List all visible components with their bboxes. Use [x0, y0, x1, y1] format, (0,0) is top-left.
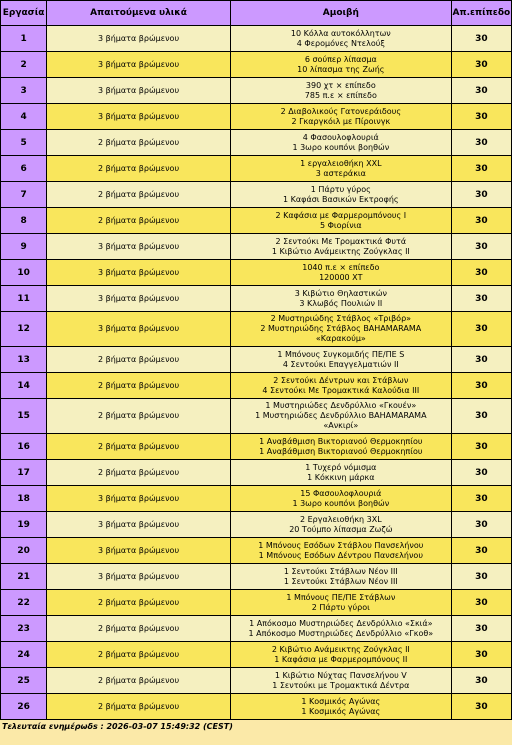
reward-line: 3 Κιβώτιο Θηλαστικών — [294, 288, 387, 298]
reward-cell — [231, 590, 451, 615]
level-cell: 30 — [452, 156, 511, 181]
reward-line: 1 Μπόνους ΠΕ/ΠΕ Στάβλων — [286, 592, 396, 602]
table-row — [1, 668, 511, 693]
level-cell: 30 — [452, 260, 511, 285]
level-cell: 30 — [452, 694, 511, 719]
table-row — [1, 52, 511, 77]
reward-line: 1 Αναβάθμιση Βικτοριανού Θερμοκηπίου — [259, 446, 423, 456]
reward-cell — [231, 156, 451, 181]
table-row — [1, 78, 511, 103]
reward-cell — [231, 312, 451, 346]
reward-line: 1 3ωρο κουπόνι βοηθών — [292, 498, 390, 508]
level-cell: 30 — [452, 104, 511, 129]
materials-cell: 3 βήματα βρώμενου — [47, 78, 230, 103]
task-number: 15 — [1, 399, 46, 433]
level-cell: 30 — [452, 564, 511, 589]
reward-line: 1 Μπόνους Συγκομιδής ΠΕ/ΠΕ S — [277, 349, 405, 359]
materials-cell: 3 βήματα βρώμενου — [47, 234, 230, 259]
level-cell: 30 — [452, 312, 511, 346]
task-number: 11 — [1, 286, 46, 311]
reward-line: 2 Εργαλειοθήκη 3XL — [299, 514, 382, 524]
reward-line: 390 χτ × επίπεδο — [305, 80, 376, 90]
reward-line: 5 Φιορίνια — [319, 220, 362, 230]
reward-line: 1 εργαλειοθήκη XXL — [300, 158, 382, 168]
level-cell: 30 — [452, 78, 511, 103]
reward-cell — [231, 78, 451, 103]
reward-line: 1 Κόκκινη μάρκα — [307, 472, 375, 482]
task-number: 5 — [1, 130, 46, 155]
reward-line: «Ανκιρί» — [323, 421, 359, 430]
table-row — [1, 156, 511, 181]
materials-cell: 2 βήματα βρώμενου — [47, 347, 230, 372]
table-row — [1, 130, 511, 155]
reward-line: 10 λίπασμα της Ζωής — [297, 64, 385, 74]
table-row — [1, 286, 511, 311]
level-cell: 30 — [452, 460, 511, 485]
reward-line: 4 Φερομόνες Ντελούξ — [296, 38, 385, 48]
task-number: 4 — [1, 104, 46, 129]
materials-cell: 3 βήματα βρώμενου — [47, 52, 230, 77]
reward-cell — [231, 434, 451, 459]
reward-line: 1 Απόκοσμο Μυστηριώδες Δενδρύλλιο «Γκοθ» — [248, 628, 434, 638]
reward-line: 4 Φασουλοφλουριά — [302, 132, 379, 142]
reward-line: 1 Πάρτυ γύρος — [310, 184, 371, 194]
reward-line: 1 Κιβώτιο Νύχτας Πανσελήνου V — [274, 670, 407, 680]
reward-line: 1 Σεντούκι Στάβλων Νέον III — [283, 566, 398, 576]
materials-cell: 3 βήματα βρώμενου — [47, 26, 230, 51]
reward-line: 2 Γκαργκόιλ με Πίροινγκ — [291, 116, 391, 126]
reward-cell — [231, 538, 451, 563]
reward-line: 1 Τυχερό νόμισμα — [305, 462, 377, 472]
reward-cell — [231, 182, 451, 207]
table-row — [1, 399, 511, 433]
level-cell: 30 — [452, 373, 511, 398]
task-number: 8 — [1, 208, 46, 233]
task-number: 6 — [1, 156, 46, 181]
table-row — [1, 208, 511, 233]
materials-cell: 2 βήματα βρώμενου — [47, 130, 230, 155]
task-number: 16 — [1, 434, 46, 459]
reward-line: 6 σούπερ λίπασμα — [304, 54, 377, 64]
task-number: 2 — [1, 52, 46, 77]
reward-line: 2 Σεντούκι Με Τρομακτικά Φυτά — [275, 236, 407, 246]
reward-line: 120000 ΧΤ — [319, 272, 363, 282]
last-updated: Τελευταία ενημέρωδs : 2026-03-07 15:49:32 (CEST) — [2, 722, 233, 731]
reward-line: 1 Μπόνους Εσόδων Δέντρου Πανσελήνου — [258, 550, 423, 560]
reward-cell — [231, 347, 451, 372]
table-row — [1, 538, 511, 563]
materials-cell: 2 βήματα βρώμενου — [47, 208, 230, 233]
table-row — [1, 104, 511, 129]
level-cell: 30 — [452, 286, 511, 311]
reward-line: 1 Καφάσι Βασικών Εκτροφής — [283, 194, 399, 204]
reward-line: 2 Διαβολικούς Γατονεράιδους — [280, 106, 402, 116]
materials-cell: 2 βήματα βρώμενου — [47, 642, 230, 667]
reward-line: 1 Απόκοσμο Μυστηριώδες Δενδρύλλιο «Σκιά» — [249, 618, 433, 628]
materials-cell: 2 βήματα βρώμενου — [47, 590, 230, 615]
level-cell: 30 — [452, 399, 511, 433]
task-number: 18 — [1, 486, 46, 511]
reward-cell — [231, 512, 451, 537]
materials-cell: 3 βήματα βρώμενου — [47, 104, 230, 129]
task-number: 20 — [1, 538, 46, 563]
materials-cell: 3 βήματα βρώμενου — [47, 512, 230, 537]
table-row — [1, 460, 511, 485]
level-cell: 30 — [452, 486, 511, 511]
level-cell: 30 — [452, 130, 511, 155]
table-row — [1, 564, 511, 589]
task-number: 26 — [1, 694, 46, 719]
task-number: 7 — [1, 182, 46, 207]
materials-cell: 2 βήματα βρώμενου — [47, 373, 230, 398]
reward-line: 2 Μυστηριώδης Στάβλος BAHAMARAMA — [260, 324, 422, 333]
reward-line: 1 Σεντούκι με Τρομακτικά Δέντρα — [272, 680, 410, 690]
reward-cell — [231, 399, 451, 433]
reward-cell — [231, 208, 451, 233]
reward-line: 785 π.ε × επίπεδο — [304, 90, 377, 100]
task-number: 19 — [1, 512, 46, 537]
table-row — [1, 260, 511, 285]
level-cell: 30 — [452, 434, 511, 459]
reward-cell — [231, 668, 451, 693]
header-materials: Απαιτούμενα υλικά — [47, 1, 230, 25]
reward-line: 3 αστεράκια — [315, 168, 366, 178]
header-level: Απ.επίπεδο — [452, 1, 511, 25]
task-number: 9 — [1, 234, 46, 259]
reward-cell — [231, 460, 451, 485]
reward-line: 2 Σεντούκι Δέντρων και Στάβλων — [273, 375, 409, 385]
table-row — [1, 312, 511, 346]
reward-line: 15 Φασουλοφλουριά — [300, 488, 382, 498]
level-cell: 30 — [452, 616, 511, 641]
reward-cell — [231, 234, 451, 259]
materials-cell: 2 βήματα βρώμενου — [47, 616, 230, 641]
reward-cell — [231, 616, 451, 641]
level-cell: 30 — [452, 668, 511, 693]
header-task: Εργασία — [1, 1, 46, 25]
reward-line: 1 Μυστηριώδες Δενδρύλλιο «Γκουέν» — [265, 401, 417, 410]
reward-cell — [231, 52, 451, 77]
materials-cell: 2 βήματα βρώμενου — [47, 694, 230, 719]
table-row — [1, 694, 511, 719]
level-cell: 30 — [452, 590, 511, 615]
reward-line: 1 Καφάσια με Φαρμερομπόνους II — [274, 654, 408, 664]
reward-cell — [231, 26, 451, 51]
reward-line: 2 Κιβώτιο Ανάμεικτης Ζούγκλας II — [271, 644, 410, 654]
task-number: 25 — [1, 668, 46, 693]
reward-line: 1 Κοσμικός Αγώνας — [301, 706, 381, 716]
reward-line: 1 Σεντούκι Στάβλων Νέον III — [283, 576, 398, 586]
header-reward: Αμοιβή — [231, 1, 451, 25]
task-number: 3 — [1, 78, 46, 103]
level-cell: 30 — [452, 234, 511, 259]
materials-cell: 3 βήματα βρώμενου — [47, 312, 230, 346]
table-row — [1, 373, 511, 398]
table-row — [1, 434, 511, 459]
reward-line: 1 Κιβώτιο Ανάμεικτης Ζούγκλας II — [271, 246, 410, 256]
reward-line: 2 Πάρτυ γύροι — [311, 602, 370, 612]
table-row — [1, 234, 511, 259]
materials-cell: 3 βήματα βρώμενου — [47, 260, 230, 285]
reward-line: 1 Μπόνους Εσόδων Στάβλου Πανσελήνου — [258, 540, 424, 550]
reward-line: 1 Μυστηριώδες Δενδρύλλιο BAHAMARAMA — [255, 411, 427, 420]
materials-cell: 3 βήματα βρώμενου — [47, 564, 230, 589]
reward-line: 10 Κόλλα αυτοκόλλητων — [290, 28, 391, 38]
task-number: 10 — [1, 260, 46, 285]
reward-line: 2 Μυστηριώδης Στάβλος «Τριβόρ» — [270, 314, 412, 323]
level-cell: 30 — [452, 538, 511, 563]
table-row — [1, 590, 511, 615]
reward-line: 1 Αναβάθμιση Βικτοριανού Θερμοκηπίου — [259, 436, 423, 446]
level-cell: 30 — [452, 26, 511, 51]
reward-line: 20 Τούμπο λίπασμα Ζωζώ — [289, 524, 393, 534]
table-row — [1, 642, 511, 667]
level-cell: 30 — [452, 182, 511, 207]
materials-cell: 3 βήματα βρώμενου — [47, 538, 230, 563]
task-number: 13 — [1, 347, 46, 372]
reward-line: 2 Καφάσια με Φαρμερομπόνους I — [275, 210, 407, 220]
materials-cell: 2 βήματα βρώμενου — [47, 399, 230, 433]
table-row — [1, 347, 511, 372]
task-number: 23 — [1, 616, 46, 641]
table-row — [1, 182, 511, 207]
level-cell: 30 — [452, 642, 511, 667]
level-cell: 30 — [452, 512, 511, 537]
reward-cell — [231, 694, 451, 719]
table-row — [1, 486, 511, 511]
reward-line: 1040 π.ε × επίπεδο — [302, 262, 380, 272]
materials-cell: 2 βήματα βρώμενου — [47, 668, 230, 693]
reward-cell — [231, 130, 451, 155]
materials-cell: 2 βήματα βρώμενου — [47, 460, 230, 485]
reward-cell — [231, 286, 451, 311]
table-header-row — [1, 1, 511, 25]
reward-cell — [231, 564, 451, 589]
reward-cell — [231, 373, 451, 398]
reward-line: 1 3ωρο κουπόνι βοηθών — [292, 142, 390, 152]
table-row — [1, 512, 511, 537]
reward-cell — [231, 260, 451, 285]
materials-cell: 3 βήματα βρώμενου — [47, 486, 230, 511]
reward-line: «Καρακούμ» — [315, 334, 366, 343]
reward-line: 4 Σεντούκι Επαγγελματιών II — [282, 359, 399, 369]
materials-cell: 2 βήματα βρώμενου — [47, 434, 230, 459]
task-number: 14 — [1, 373, 46, 398]
table-body — [1, 26, 511, 719]
reward-line: 4 Σεντούκι Με Τρομακτικά Καλούδια III — [262, 385, 420, 395]
reward-cell — [231, 104, 451, 129]
task-number: 24 — [1, 642, 46, 667]
reward-cell — [231, 486, 451, 511]
reward-cell — [231, 642, 451, 667]
reward-line: 1 Κοσμικός Αγώνας — [301, 696, 381, 706]
level-cell: 30 — [452, 208, 511, 233]
task-number: 22 — [1, 590, 46, 615]
table-row — [1, 616, 511, 641]
task-number: 1 — [1, 26, 46, 51]
table-row — [1, 26, 511, 51]
reward-line: 3 Κλωβός Πουλιών II — [299, 298, 383, 308]
level-cell: 30 — [452, 347, 511, 372]
task-number: 17 — [1, 460, 46, 485]
materials-cell: 2 βήματα βρώμενου — [47, 182, 230, 207]
materials-cell: 2 βήματα βρώμενου — [47, 156, 230, 181]
materials-cell: 3 βήματα βρώμενου — [47, 286, 230, 311]
task-number: 21 — [1, 564, 46, 589]
task-number: 12 — [1, 312, 46, 346]
level-cell: 30 — [452, 52, 511, 77]
